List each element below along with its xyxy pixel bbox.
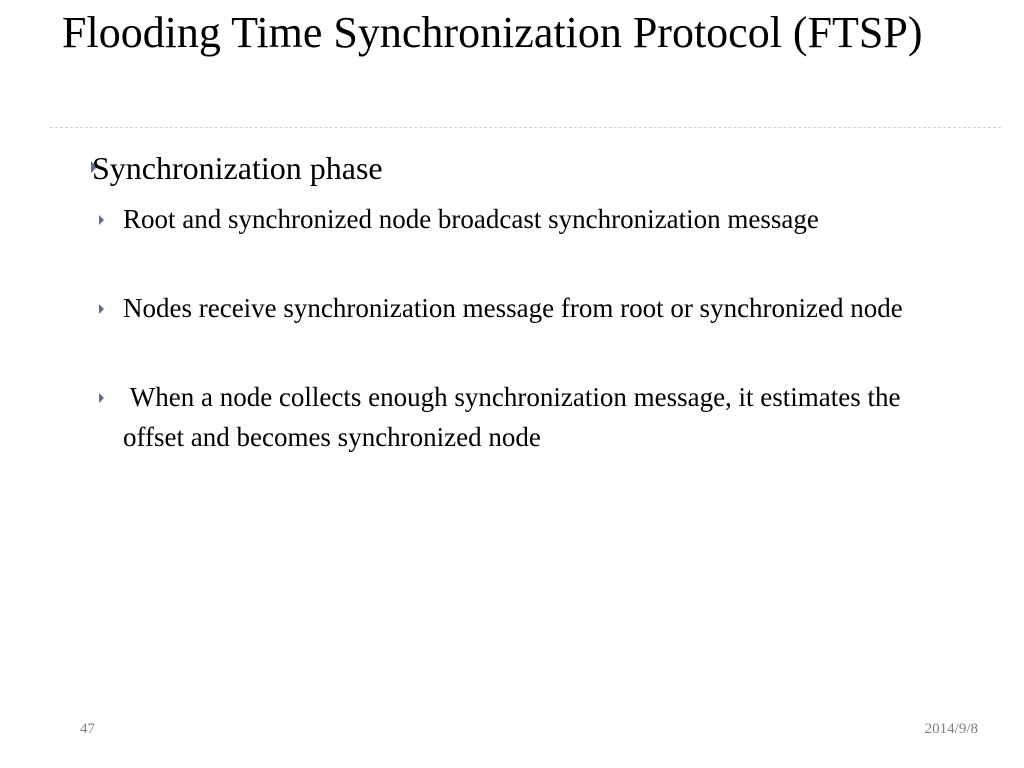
sub-bullet-broadcast: Root and synchronized node broadcast synchronization message	[123, 204, 819, 234]
bullet-synchronization-phase: Synchronization phase	[92, 150, 383, 186]
triangle-right-icon	[99, 215, 104, 225]
title-divider	[50, 127, 1001, 128]
sub-bullet-receive: Nodes receive synchronization message from root or synchronized node	[123, 293, 903, 323]
page-number: 47	[80, 721, 95, 737]
sub-bullet-estimate-offset: When a node collects enough synchronization message, it estimates the offset and becomes synchronized node	[123, 382, 908, 452]
triangle-right-icon	[99, 393, 104, 403]
footer-date: 2014/9/8	[924, 721, 978, 737]
triangle-right-icon	[99, 304, 104, 314]
slide-title: Flooding Time Synchronization Protocol (FTSP)	[62, 8, 923, 57]
